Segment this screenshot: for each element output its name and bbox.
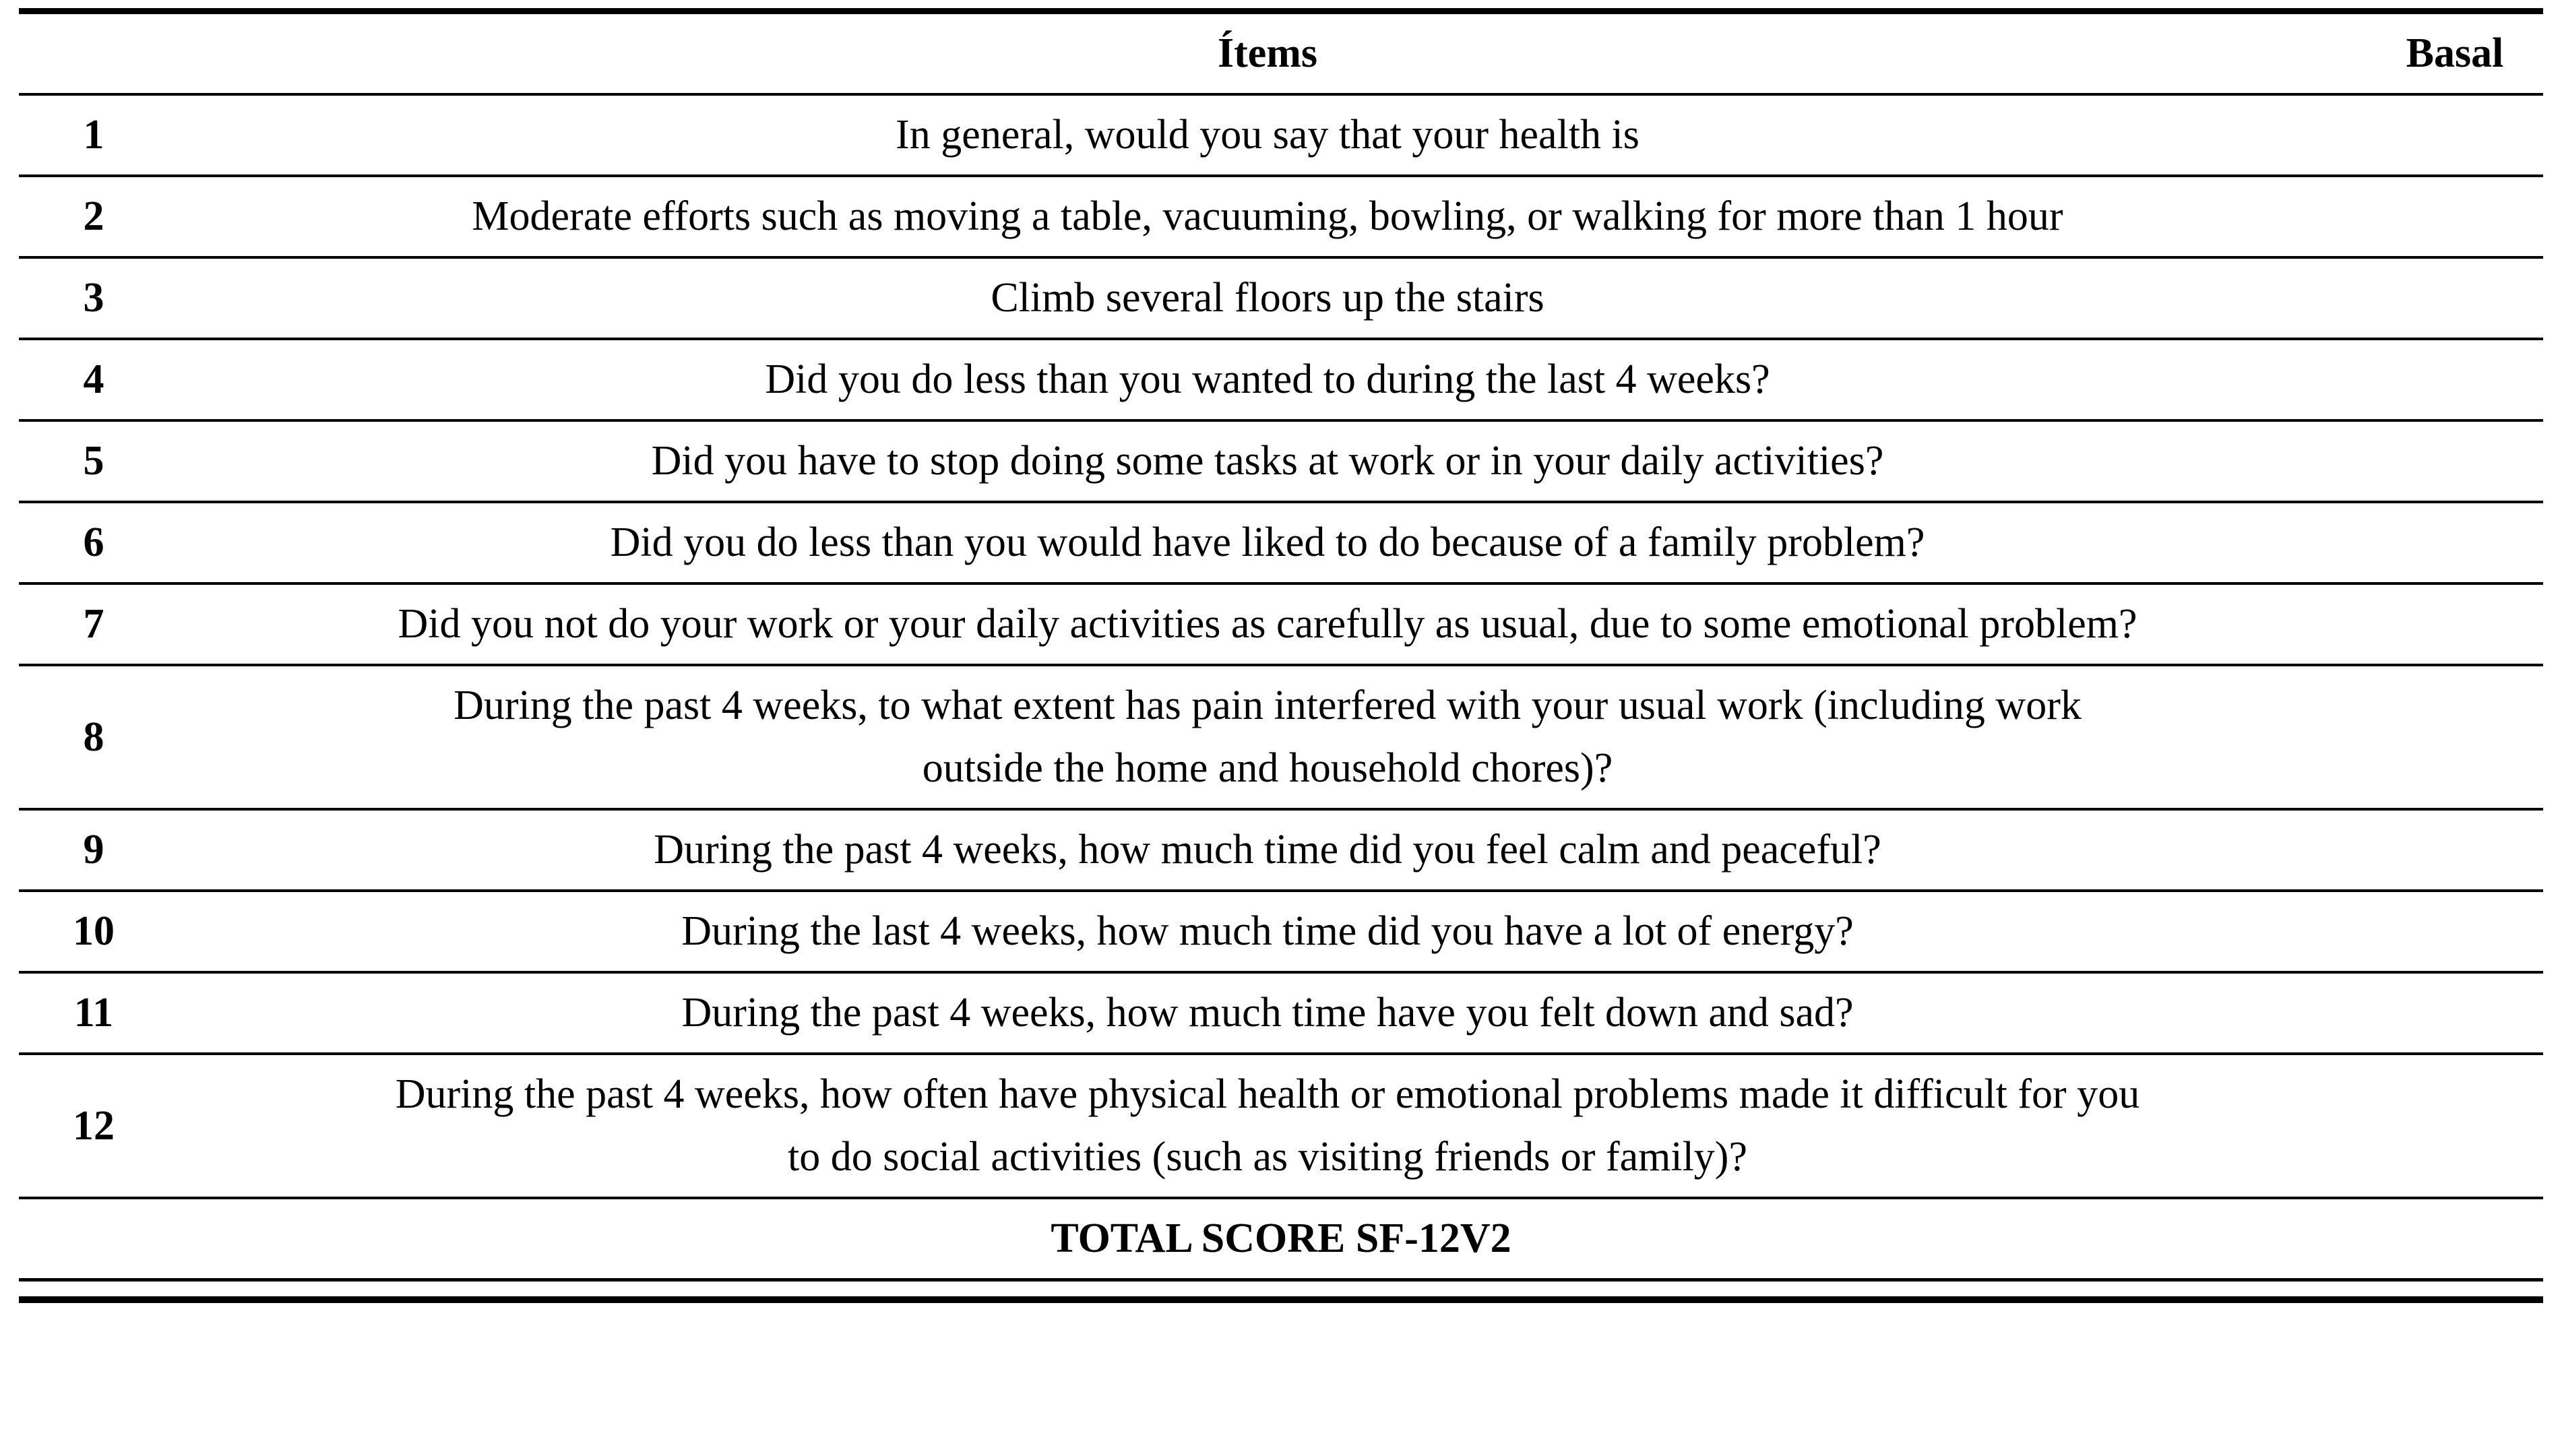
table-row xyxy=(19,809,2543,891)
table-row xyxy=(19,420,2543,502)
item-text-cell xyxy=(168,1054,2367,1198)
total-score-label: TOTAL SCORE SF-12V2 xyxy=(1051,1215,1511,1261)
item-text: During the past 4 weeks, how much time did you feel calm and peaceful? xyxy=(654,827,1881,873)
item-basal-cell xyxy=(2367,257,2543,339)
item-text-cell xyxy=(168,502,2367,583)
item-number: 4 xyxy=(83,356,104,402)
item-number: 9 xyxy=(83,827,104,873)
total-row xyxy=(19,1198,2543,1280)
table-row xyxy=(19,1054,2543,1198)
item-number: 12 xyxy=(73,1102,115,1149)
item-text: Climb several floors up the stairs xyxy=(991,275,1544,321)
table-row xyxy=(19,665,2543,809)
sf12v2-items-table xyxy=(19,8,2543,1281)
item-text-cell xyxy=(168,339,2367,420)
item-number: 3 xyxy=(83,275,104,321)
items-body xyxy=(19,94,2543,1198)
item-text-cell xyxy=(168,257,2367,339)
header-row xyxy=(19,11,2543,95)
item-text: Did you not do your work or your daily activities as carefully as usual, due to some emotional problem? xyxy=(398,601,2137,647)
item-number: 2 xyxy=(83,193,104,239)
item-basal-cell xyxy=(2367,94,2543,176)
item-text: Did you do less than you wanted to during the last 4 weeks? xyxy=(765,356,1770,402)
item-text: During the last 4 weeks, how much time did you have a lot of energy? xyxy=(681,908,1854,954)
item-basal-cell xyxy=(2367,502,2543,583)
item-basal-cell xyxy=(2367,176,2543,257)
item-text: During the past 4 weeks, how often have physical health or emotional problems made it difficult for you to do social activities (such as visiting friends or family)? xyxy=(395,1071,2140,1180)
item-basal-cell xyxy=(2367,972,2543,1054)
item-number: 8 xyxy=(83,714,104,760)
table-row xyxy=(19,502,2543,583)
items-column-header: Ítems xyxy=(1217,30,1318,76)
item-text-cell xyxy=(168,891,2367,972)
item-basal-cell xyxy=(2367,665,2543,809)
item-basal-cell xyxy=(2367,583,2543,665)
item-text-cell xyxy=(168,94,2367,176)
item-number: 10 xyxy=(73,908,115,954)
header-number-cell xyxy=(19,11,168,95)
item-text: During the past 4 weeks, how much time have you felt down and sad? xyxy=(681,990,1854,1036)
item-text-cell xyxy=(168,583,2367,665)
item-text-cell xyxy=(168,809,2367,891)
item-number: 11 xyxy=(73,990,114,1036)
item-basal-cell xyxy=(2367,339,2543,420)
table-row xyxy=(19,339,2543,420)
item-text: Did you have to stop doing some tasks at work or in your daily activities? xyxy=(651,438,1884,484)
item-text: Moderate efforts such as moving a table, vacuuming, bowling, or walking for more than 1 hour xyxy=(472,193,2063,239)
item-text-cell xyxy=(168,665,2367,809)
item-text-cell xyxy=(168,972,2367,1054)
table-row xyxy=(19,176,2543,257)
item-basal-cell xyxy=(2367,809,2543,891)
item-number: 7 xyxy=(83,601,104,647)
basal-column-header: Basal xyxy=(2406,30,2504,76)
item-text: During the past 4 weeks, to what extent has pain interfered with your usual work (including work outside the home and household chores)? xyxy=(454,683,2082,791)
item-number: 5 xyxy=(83,438,104,484)
item-basal-cell xyxy=(2367,1054,2543,1198)
table-row xyxy=(19,972,2543,1054)
item-text-cell xyxy=(168,420,2367,502)
item-number: 6 xyxy=(83,519,104,565)
table-bottom-rule xyxy=(19,1296,2543,1303)
item-text: In general, would you say that your health is xyxy=(896,112,1639,158)
item-text: Did you do less than you would have liked to do because of a family problem? xyxy=(610,519,1925,565)
table-row xyxy=(19,94,2543,176)
table-row xyxy=(19,583,2543,665)
item-basal-cell xyxy=(2367,891,2543,972)
item-number: 1 xyxy=(83,112,104,158)
table-row xyxy=(19,257,2543,339)
item-text-cell xyxy=(168,176,2367,257)
table-row xyxy=(19,891,2543,972)
item-basal-cell xyxy=(2367,420,2543,502)
